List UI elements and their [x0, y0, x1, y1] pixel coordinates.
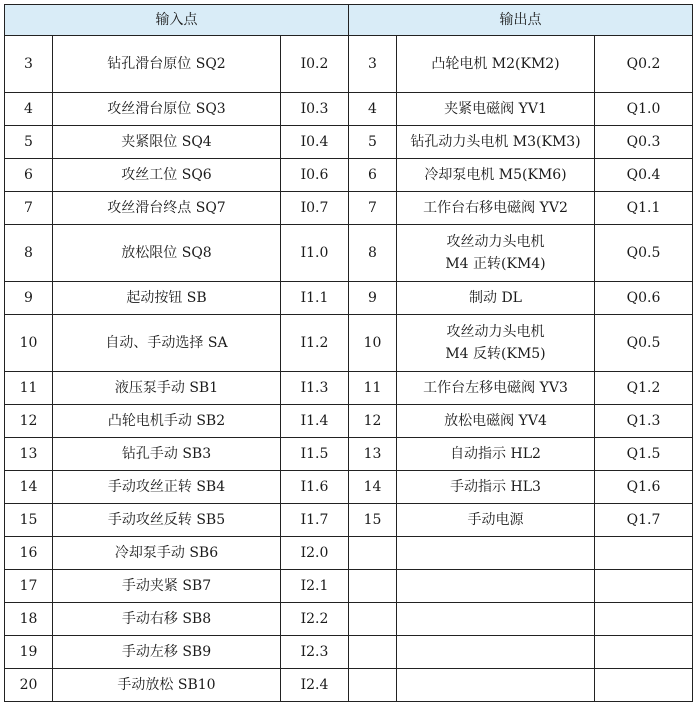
output-name-line: 冷却泵电机 M5(KM6)	[424, 167, 567, 183]
table-row	[5, 405, 693, 438]
input-address-cell: I1.2	[281, 315, 349, 372]
output-name-cell	[397, 225, 595, 282]
output-name-cell	[397, 603, 595, 636]
output-name-line: 放松电磁阀 YV4	[444, 413, 547, 429]
input-name-cell: 液压泵手动 SB1	[53, 372, 281, 405]
input-number-cell: 18	[5, 603, 53, 636]
input-number-cell: 19	[5, 636, 53, 669]
output-name-line: M4 反转(KM5)	[445, 346, 546, 362]
input-address-cell: I1.5	[281, 438, 349, 471]
output-name-cell	[397, 636, 595, 669]
output-name-line: 工作台右移电磁阀 YV2	[423, 200, 568, 216]
input-number-cell: 8	[5, 225, 53, 282]
output-name-cell	[397, 159, 595, 192]
output-number-cell: 8	[349, 225, 397, 282]
output-address-cell: Q1.5	[595, 438, 693, 471]
output-address-cell: Q1.1	[595, 192, 693, 225]
table-row	[5, 192, 693, 225]
output-address-cell	[595, 669, 693, 702]
output-name-cell	[397, 570, 595, 603]
output-name-line: 手动电源	[467, 512, 524, 528]
output-address-cell: Q0.5	[595, 225, 693, 282]
input-address-cell: I1.1	[281, 282, 349, 315]
input-number-cell: 7	[5, 192, 53, 225]
input-address-cell: I0.3	[281, 93, 349, 126]
input-name-cell: 攻丝滑台终点 SQ7	[53, 192, 281, 225]
output-name-cell	[397, 537, 595, 570]
output-address-cell: Q1.0	[595, 93, 693, 126]
output-name-line: 攻丝动力头电机	[446, 324, 545, 340]
input-name-cell: 夹紧限位 SQ4	[53, 126, 281, 159]
input-name-cell: 钻孔手动 SB3	[53, 438, 281, 471]
output-name-line: M4 正转(KM4)	[445, 256, 546, 272]
table-row	[5, 537, 693, 570]
table-row	[5, 93, 693, 126]
input-address-cell: I1.6	[281, 471, 349, 504]
output-name-cell	[397, 126, 595, 159]
output-number-cell: 5	[349, 126, 397, 159]
output-address-cell: Q1.7	[595, 504, 693, 537]
input-address-cell: I2.3	[281, 636, 349, 669]
table-row	[5, 126, 693, 159]
output-address-cell	[595, 537, 693, 570]
table-row	[5, 315, 693, 372]
input-address-cell: I2.0	[281, 537, 349, 570]
input-name-cell: 手动攻丝反转 SB5	[53, 504, 281, 537]
input-number-cell: 12	[5, 405, 53, 438]
output-name-cell	[397, 405, 595, 438]
input-number-cell: 15	[5, 504, 53, 537]
input-address-cell: I2.2	[281, 603, 349, 636]
input-address-cell: I0.7	[281, 192, 349, 225]
input-number-cell: 9	[5, 282, 53, 315]
input-name-cell: 攻丝滑台原位 SQ3	[53, 93, 281, 126]
input-address-cell: I2.4	[281, 669, 349, 702]
input-address-cell: I0.2	[281, 36, 349, 93]
input-address-cell: I1.0	[281, 225, 349, 282]
output-number-cell: 14	[349, 471, 397, 504]
input-name-cell: 自动、手动选择 SA	[53, 315, 281, 372]
output-points-header: 输出点	[349, 5, 693, 36]
table-row	[5, 282, 693, 315]
table-body	[5, 36, 693, 702]
input-number-cell: 4	[5, 93, 53, 126]
input-number-cell: 20	[5, 669, 53, 702]
output-address-cell: Q0.4	[595, 159, 693, 192]
output-name-cell	[397, 438, 595, 471]
output-number-cell: 6	[349, 159, 397, 192]
input-points-header: 输入点	[5, 5, 349, 36]
table-row	[5, 471, 693, 504]
input-name-cell: 起动按钮 SB	[53, 282, 281, 315]
input-name-cell: 冷却泵手动 SB6	[53, 537, 281, 570]
output-name-cell	[397, 315, 595, 372]
output-name-line: 制动 DL	[469, 290, 522, 306]
output-address-cell: Q0.3	[595, 126, 693, 159]
output-name-line: 手动指示 HL3	[450, 479, 541, 495]
output-name-line: 夹紧电磁阀 YV1	[444, 101, 547, 117]
input-address-cell: I0.6	[281, 159, 349, 192]
output-address-cell: Q0.2	[595, 36, 693, 93]
input-address-cell: I1.3	[281, 372, 349, 405]
input-name-cell: 攻丝工位 SQ6	[53, 159, 281, 192]
table-row	[5, 570, 693, 603]
output-number-cell: 7	[349, 192, 397, 225]
input-number-cell: 14	[5, 471, 53, 504]
table-row	[5, 372, 693, 405]
output-address-cell	[595, 636, 693, 669]
output-address-cell	[595, 570, 693, 603]
output-name-line: 凸轮电机 M2(KM2)	[431, 56, 560, 72]
input-address-cell: I0.4	[281, 126, 349, 159]
input-number-cell: 3	[5, 36, 53, 93]
input-address-cell: I1.7	[281, 504, 349, 537]
input-number-cell: 10	[5, 315, 53, 372]
output-address-cell: Q1.6	[595, 471, 693, 504]
output-number-cell: 9	[349, 282, 397, 315]
table-row	[5, 504, 693, 537]
output-number-cell	[349, 603, 397, 636]
table-row	[5, 36, 693, 93]
input-name-cell: 手动放松 SB10	[53, 669, 281, 702]
output-number-cell: 11	[349, 372, 397, 405]
output-address-cell: Q0.5	[595, 315, 693, 372]
input-name-cell: 手动左移 SB9	[53, 636, 281, 669]
table-row	[5, 225, 693, 282]
output-name-cell	[397, 192, 595, 225]
input-name-cell: 放松限位 SQ8	[53, 225, 281, 282]
input-name-cell: 凸轮电机手动 SB2	[53, 405, 281, 438]
output-name-cell	[397, 36, 595, 93]
input-address-cell: I1.4	[281, 405, 349, 438]
output-number-cell	[349, 636, 397, 669]
io-assignment-table	[4, 4, 693, 702]
output-name-line: 自动指示 HL2	[450, 446, 541, 462]
table-row	[5, 603, 693, 636]
input-number-cell: 13	[5, 438, 53, 471]
input-name-cell: 手动攻丝正转 SB4	[53, 471, 281, 504]
output-address-cell: Q0.6	[595, 282, 693, 315]
output-number-cell: 10	[349, 315, 397, 372]
input-number-cell: 6	[5, 159, 53, 192]
input-number-cell: 5	[5, 126, 53, 159]
input-number-cell: 17	[5, 570, 53, 603]
input-name-cell: 手动夹紧 SB7	[53, 570, 281, 603]
output-name-cell	[397, 282, 595, 315]
input-number-cell: 16	[5, 537, 53, 570]
output-name-cell	[397, 93, 595, 126]
output-number-cell: 3	[349, 36, 397, 93]
output-address-cell	[595, 603, 693, 636]
input-name-cell: 钻孔滑台原位 SQ2	[53, 36, 281, 93]
output-name-line: 攻丝动力头电机	[446, 234, 545, 250]
input-address-cell: I2.1	[281, 570, 349, 603]
table-row	[5, 669, 693, 702]
output-number-cell: 15	[349, 504, 397, 537]
output-name-cell	[397, 669, 595, 702]
table-row	[5, 636, 693, 669]
table-header-row	[5, 5, 693, 36]
input-number-cell: 11	[5, 372, 53, 405]
output-name-line: 钻孔动力头电机 M3(KM3)	[410, 134, 581, 150]
output-number-cell: 12	[349, 405, 397, 438]
output-number-cell	[349, 669, 397, 702]
output-name-cell	[397, 471, 595, 504]
output-number-cell: 13	[349, 438, 397, 471]
output-address-cell: Q1.3	[595, 405, 693, 438]
input-name-cell: 手动右移 SB8	[53, 603, 281, 636]
table-row	[5, 159, 693, 192]
table-row	[5, 438, 693, 471]
output-number-cell	[349, 570, 397, 603]
output-name-cell	[397, 372, 595, 405]
output-number-cell: 4	[349, 93, 397, 126]
output-number-cell	[349, 537, 397, 570]
output-name-cell	[397, 504, 595, 537]
output-name-line: 工作台左移电磁阀 YV3	[423, 380, 568, 396]
output-address-cell: Q1.2	[595, 372, 693, 405]
